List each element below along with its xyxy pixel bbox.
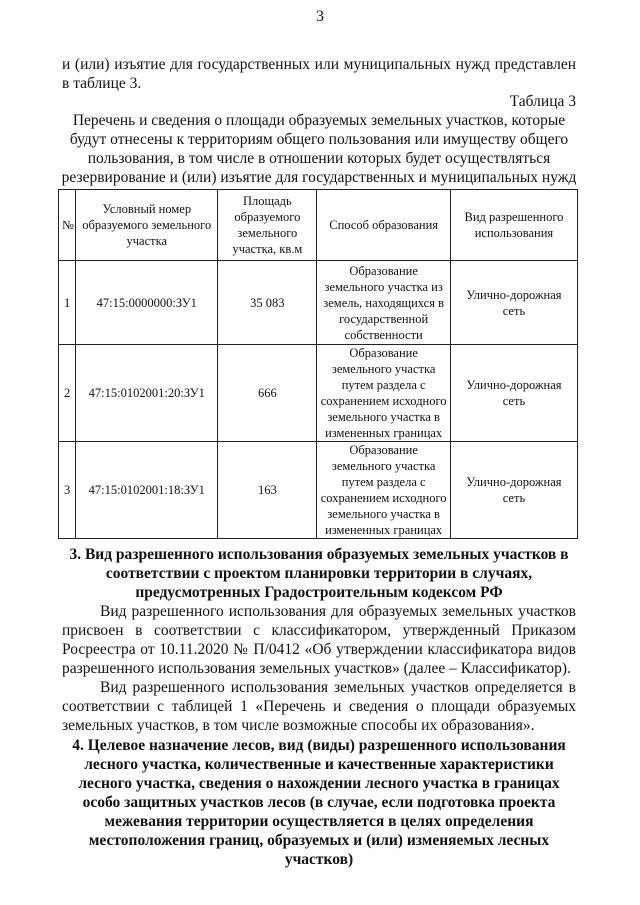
table-row (59, 261, 578, 345)
header-area: Площадь образуемого земельного участка, кв.м (218, 190, 317, 261)
cell-permitted-use: Улично-дорожная сеть (450, 442, 577, 539)
section-3-heading: 3. Вид разрешенного использования образуемых земельных участков в соответствии с проектом планировки территории в случаях, предусмотренных Градостроительным кодексом РФ (69, 546, 569, 601)
cell-area: 163 (218, 442, 317, 539)
header-method: Способ образования (317, 190, 451, 261)
cell-permitted-use: Улично-дорожная сеть (450, 261, 577, 345)
plots-table (58, 189, 578, 539)
cell-number: 1 (59, 261, 76, 345)
table-title: Перечень и сведения о площади образуемых земельных участков, которые будут отнесены к территориям общего пользования или имуществу общего пользования, в том числе в отношении которых будет осуществляться резервирование и (или) изъятие для государственных и муниципальных нужд (61, 112, 577, 186)
table-label: Таблица 3 (509, 93, 576, 110)
section-4-heading: 4. Целевое назначение лесов, вид (виды) разрешенного использования лесного участка, количественные и качественные характеристики лесного участка, сведения о нахождении лесного участка в границах особо защитных участков лесов (в случае, если подготовка проекта межевания территории осуществляется в целях определения местоположения границ, образуемых и (или) изменяемых лесных участков) (72, 737, 566, 868)
cell-plot-id: 47:15:0102001:20:ЗУ1 (76, 345, 218, 442)
table-row (59, 442, 578, 539)
cell-plot-id: 47:15:0102001:18:ЗУ1 (76, 442, 218, 539)
cell-number: 3 (59, 442, 76, 539)
table-row (59, 345, 578, 442)
page-number: 3 (316, 8, 324, 25)
cell-method: Образование земельного участка путем раздела с сохранением исходного земельного участка в измененных границах (317, 442, 451, 539)
section-3-paragraph-2: Вид разрешенного использования земельных участков определяется в соответствии с таблицей 1 «Перечень и сведения о площади образуемых земельных участков, в том числе возможные способы их образования». (62, 679, 576, 734)
cell-area: 35 083 (218, 261, 317, 345)
cell-method: Образование земельного участка из земель, находящихся в государственной собственности (317, 261, 451, 345)
header-number: № (59, 190, 76, 261)
cell-number: 2 (59, 345, 76, 442)
cell-area: 666 (218, 345, 317, 442)
cell-method: Образование земельного участка путем раздела с сохранением исходного земельного участка в измененных границах (317, 345, 451, 442)
header-permitted-use: Вид разрешенного использования (450, 190, 577, 261)
cell-permitted-use: Улично-дорожная сеть (450, 345, 577, 442)
table-header-row (59, 190, 578, 261)
section-3-paragraph-1: Вид разрешенного использования для образуемых земельных участков присвоен в соответствии с классификатором, утвержденный Приказом Росреестра от 10.11.2020 № П/0412 «Об утверждении классификатора видов разрешенного использования земельных участков» (далее – Классификатор). (62, 603, 576, 677)
intro-paragraph: и (или) изъятие для государственных или муниципальных нужд представлен в таблице 3. (62, 56, 576, 92)
header-plot-id: Условный номер образуемого земельного участка (76, 190, 218, 261)
cell-plot-id: 47:15:0000000:ЗУ1 (76, 261, 218, 345)
